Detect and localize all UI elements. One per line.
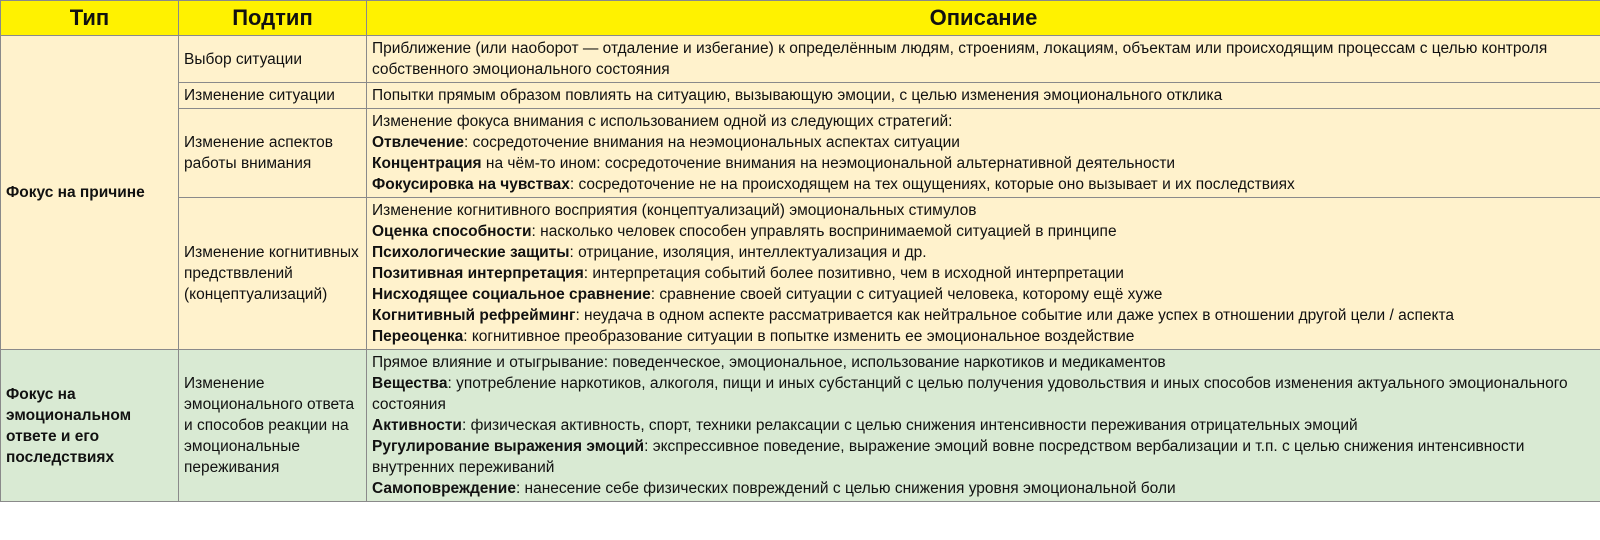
- description-line: Вещества: употребление наркотиков, алкоголя, пищи и иных субстанций с целью получения удовольствия и иных способов изменения актуального эмоционального состояния: [372, 375, 1568, 413]
- header-description: Описание: [367, 1, 1600, 36]
- description-line: Позитивная интерпретация: интерпретация событий более позитивно, чем в исходной интерпретации: [372, 265, 1124, 282]
- description-line: Оценка способности: насколько человек способен управлять воспринимаемой ситуацией в принципе: [372, 223, 1117, 240]
- description-line: Самоповреждение: нанесение себе физических повреждений с целью снижения уровня эмоциональной боли: [372, 480, 1176, 497]
- description-line: Фокусировка на чувствах: сосредоточение не на происходящем на тех ощущениях, которые оно вызывает и их последствиях: [372, 176, 1295, 193]
- subtype-cell: Выбор ситуации: [179, 36, 367, 83]
- description-line: Переоценка: когнитивное преобразование ситуации в попытке изменить ее эмоциональное воздействие: [372, 328, 1135, 345]
- description-cell: [367, 350, 1600, 502]
- description-line: Психологические защиты: отрицание, изоляция, интеллектуализация и др.: [372, 244, 927, 261]
- type-cell: Фокус на эмоциональном ответе и его последствиях: [1, 350, 179, 502]
- table-row: [1, 198, 1600, 350]
- description-cell: [367, 198, 1600, 350]
- description-line: Попытки прямым образом повлиять на ситуацию, вызывающую эмоции, с целью изменения эмоционального отклика: [372, 87, 1223, 104]
- subtype-cell: Изменение аспектов работы внимания: [179, 109, 367, 198]
- table-row: [1, 350, 1600, 502]
- description-line: Прямое влияние и отыгрывание: поведенческое, эмоциональное, использование наркотиков и медикаментов: [372, 354, 1166, 371]
- table-row: [1, 36, 1600, 83]
- table-row: [1, 83, 1600, 109]
- subtype-cell: Изменение когнитивных предстввлений (концептуализаций): [179, 198, 367, 350]
- type-cell: Фокус на причине: [1, 36, 179, 350]
- description-line: Нисходящее социальное сравнение: сравнение своей ситуации с ситуацией человека, которому ещё хуже: [372, 286, 1163, 303]
- header-type: Тип: [1, 1, 179, 36]
- description-line: Ругулирование выражения эмоций: экспрессивное поведение, выражение эмоций вовне посредством вербализации и т.п. с целью снижения интенсивности внутренних переживаний: [372, 438, 1525, 476]
- description-line: Концентрация на чём-то ином: сосредоточение внимания на неэмоциональной альтернативной деятельности: [372, 155, 1176, 172]
- description-line: Активности: физическая активность, спорт, техники релаксации с целью снижения интенсивности переживания отрицательных эмоций: [372, 417, 1358, 434]
- header-subtype: Подтип: [179, 1, 367, 36]
- table-row: [1, 109, 1600, 198]
- description-cell: [367, 83, 1600, 109]
- description-line: Отвлечение: сосредоточение внимания на неэмоциональных аспектах ситуации: [372, 134, 960, 151]
- description-line: Изменение фокуса внимания с использованием одной из следующих стратегий:: [372, 113, 953, 130]
- description-cell: [367, 36, 1600, 83]
- description-line: Когнитивный рефрейминг: неудача в одном аспекте рассматривается как нейтральное событие или даже успех в отношении другой цели / аспекта: [372, 307, 1454, 324]
- description-line: Изменение когнитивного восприятия (концептуализаций) эмоциональных стимулов: [372, 202, 977, 219]
- description-line: Приближение (или наоборот — отдаление и избегание) к определённым людям, строениям, локациям, объектам или происходящим процессам с целью контроля собственного эмоционального состояния: [372, 40, 1548, 78]
- description-cell: [367, 109, 1600, 198]
- header-row: [1, 1, 1600, 36]
- subtype-cell: Изменение ситуации: [179, 83, 367, 109]
- subtype-cell: Изменение эмоционального ответа и способов реакции на эмоциональные переживания: [179, 350, 367, 502]
